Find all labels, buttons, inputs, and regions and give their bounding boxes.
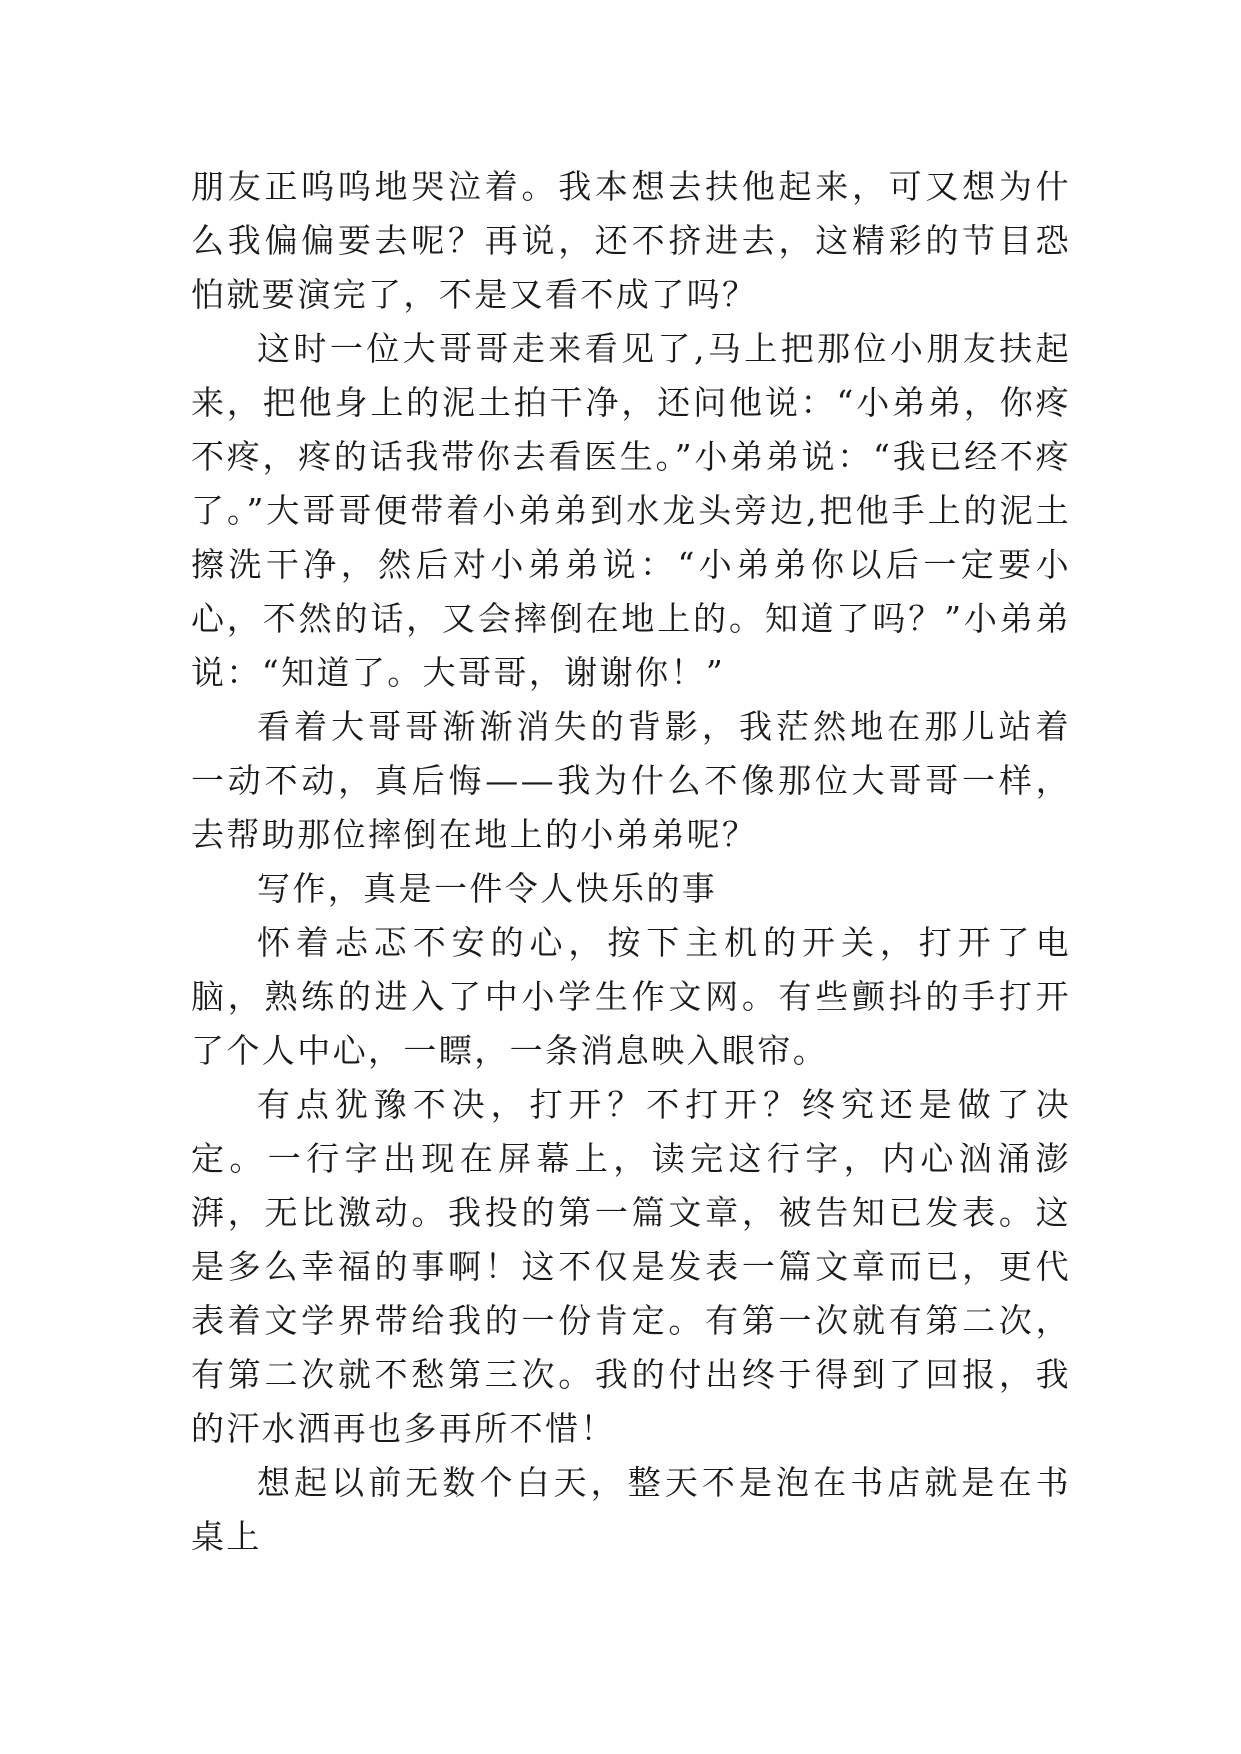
section-heading: 写作，真是一件令人快乐的事 xyxy=(257,869,718,908)
paragraph-5: 有点犹豫不决，打开？不打开？终究还是做了决定。一行字出现在屏幕上，读完这行字，内心汹涌澎湃，无比激动。我投的第一篇文章，被告知已发表。这是多么幸福的事啊！这不仅是发表一篇文章而已，更代表着文学界带给我的一份肯定。有第一次就有第二次，有第二次就不愁第三次。我的付出终于得到了回报，我的汗水洒再也多再所不惜！ xyxy=(191,1085,1071,1448)
paragraph-1: 朋友正呜呜地哭泣着。我本想去扶他起来，可又想为什么我偏偏要去呢？再说，还不挤进去，这精彩的节目恐怕就要演完了，不是又看不成了吗？ xyxy=(191,167,1071,314)
paragraph-3: 看着大哥哥渐渐消失的背影，我茫然地在那儿站着一动不动，真后悔——我为什么不像那位大哥哥一样，去帮助那位摔倒在地上的小弟弟呢？ xyxy=(191,707,1071,854)
paragraph-2: 这时一位大哥哥走来看见了,马上把那位小朋友扶起来，把他身上的泥土拍干净，还问他说：“小弟弟，你疼不疼，疼的话我带你去看医生。”小弟弟说：“我已经不疼了。”大哥哥便带着小弟弟到水龙头旁边,把他手上的泥土擦洗干净，然后对小弟弟说：“小弟弟你以后一定要小心，不然的话，又会摔倒在地上的。知道了吗？”小弟弟说：“知道了。大哥哥，谢谢你！” xyxy=(191,329,1071,692)
paragraph-6: 想起以前无数个白天，整天不是泡在书店就是在书桌上 xyxy=(191,1463,1071,1556)
paragraph-4: 怀着忐忑不安的心，按下主机的开关，打开了电脑，熟练的进入了中小学生作文网。有些颤抖的手打开了个人中心，一瞟，一条消息映入眼帘。 xyxy=(191,923,1071,1070)
document-body xyxy=(191,160,1071,1564)
